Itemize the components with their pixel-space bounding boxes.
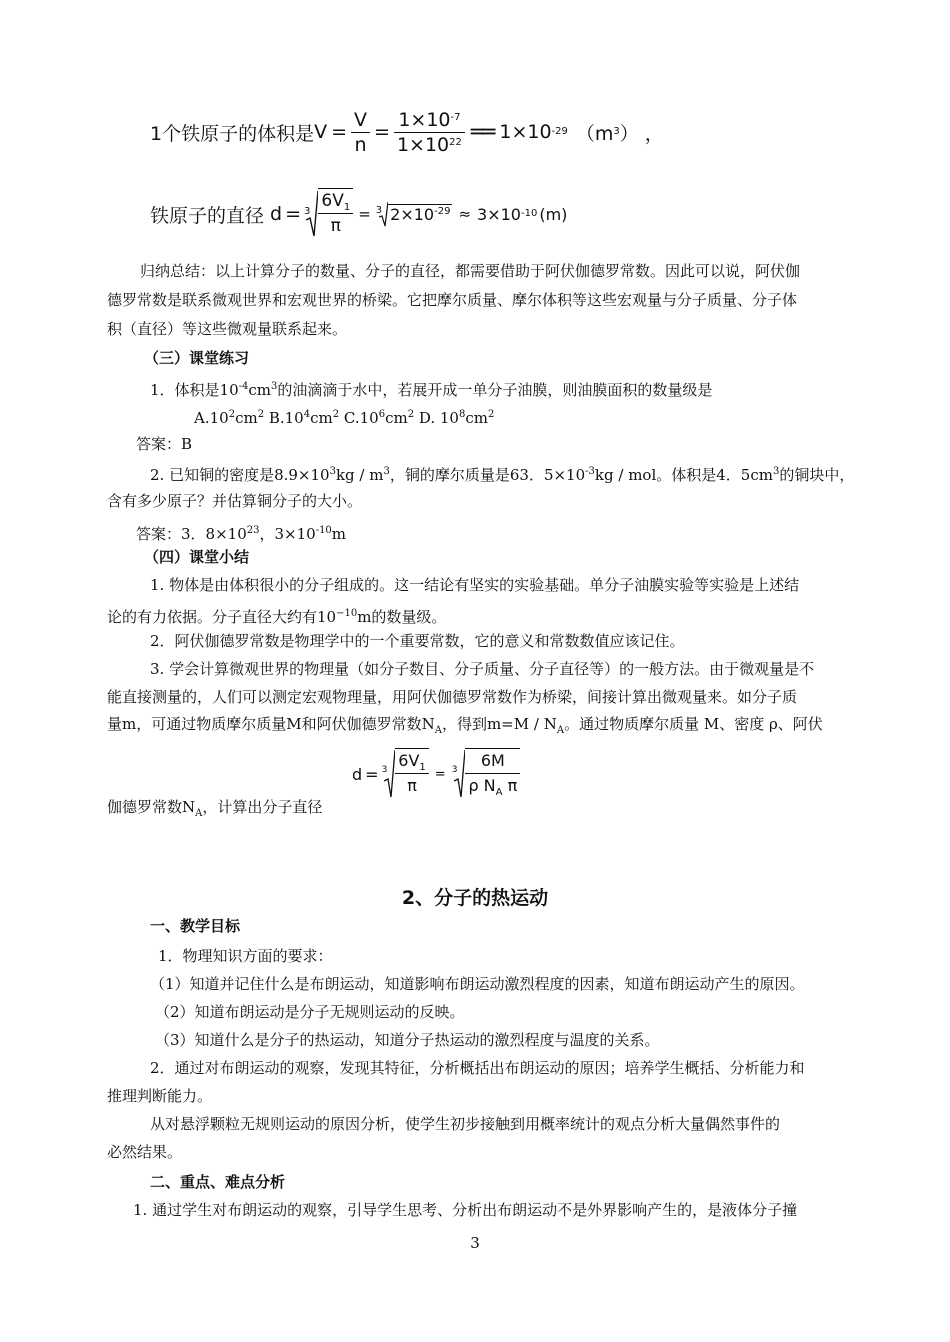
- sum3-line3a: 量m，可通过物质摩尔质量M和阿伏伽德罗常数N: [107, 715, 435, 733]
- chapter-title: 2、分子的热运动: [401, 887, 549, 909]
- summary-3-line-3: [107, 713, 823, 735]
- formula1-fraction-values: [394, 108, 465, 157]
- question-1-options: [194, 407, 494, 429]
- q1-opt-b-unit: cm: [310, 409, 333, 427]
- q1-b-exp: 3: [271, 381, 278, 392]
- formula2-eq2: =: [358, 205, 371, 223]
- goals-p4: （3）知道什么是分子的热运动，知道分子热运动的激烈程度与温度的关系。: [155, 1031, 660, 1049]
- q1-opt-d-exp: 8: [458, 409, 466, 420]
- q1-opt-a-unit-exp: 2: [257, 409, 265, 420]
- goals-p3: （2）知道布朗运动是分子无规则运动的反映。: [155, 1003, 465, 1021]
- question-2-answer: [136, 523, 346, 545]
- q1-opt-b-unit-exp: 2: [332, 409, 340, 420]
- q1-opt-a-exp: 2: [228, 409, 236, 420]
- q2-text-c: ，铜的摩尔质量是63．5×10: [389, 466, 586, 484]
- formula1-tail: ，: [644, 122, 664, 145]
- formula3-den2-sub: A: [495, 787, 503, 798]
- q1-opt-c: C.10: [343, 409, 379, 427]
- formula1-frac2-num: 1×10: [398, 108, 451, 131]
- sum3-line3-sub: A: [434, 725, 442, 736]
- formula2-approx: ≈: [458, 205, 472, 223]
- radical-sign-icon: [379, 201, 388, 227]
- radical-sign-icon: [381, 749, 395, 799]
- q2-ans-b-exp: -10: [315, 525, 332, 536]
- page-number: 3: [470, 1234, 480, 1252]
- q1-opt-b: B.10: [268, 409, 304, 427]
- formula2-num-sub: 1: [343, 202, 351, 213]
- summary-3-line-1: 3. 学会计算微观世界的物理量（如分子数目、分子质量、分子直径等）的一般方法。由于微观量是不: [150, 660, 815, 678]
- sum3-line3c: 。通过物质摩尔质量 M、密度 ρ、阿伏: [564, 715, 823, 733]
- formula2-radicand-exp: -29: [434, 206, 451, 217]
- q1-opt-d-unit: cm: [465, 409, 488, 427]
- q1-a-exp: -4: [238, 381, 249, 392]
- goals-p5-line-1: 2．通过对布朗运动的观察，发现其特征，分析概括出布朗运动的原因；培养学生概括、分析能力和: [150, 1059, 805, 1077]
- q1-opt-a-unit: cm: [235, 409, 258, 427]
- iron-atom-diameter-formula: 铁原子的直径 d = 3 $\frac{6V_1}{\pi}$ = 3 $2\times 10^{-29}$ ≈ 3×10 -10 (m): [150, 188, 567, 240]
- molecule-diameter-formula: [352, 744, 520, 804]
- q2-d-exp: 3: [772, 466, 780, 477]
- formula3-d: d: [352, 764, 363, 784]
- q2-ans-c: m: [331, 525, 347, 543]
- formula3-cube-root-1: [382, 749, 429, 799]
- formula2-radicand: 2×10: [390, 205, 435, 224]
- goals-p5-line-2: 推理判断能力。: [107, 1087, 213, 1105]
- sum3-line4b: ，计算出分子直径: [202, 798, 323, 816]
- sum3-line3-sub2: A: [556, 725, 565, 736]
- q1-opt-d: D. 10: [418, 409, 459, 427]
- summary-3-line-4: [107, 796, 322, 818]
- formula3-eq: =: [365, 764, 379, 784]
- q1-text-c: 的油滴滴于水中，若展开成一单分子油膜，则油膜面积的数量级是: [277, 381, 713, 399]
- formula2-cube-root-2: [376, 201, 453, 227]
- formula3-den: π: [407, 776, 417, 795]
- goals-p6-line-2: 必然结果。: [107, 1143, 183, 1161]
- formula1-v: V: [314, 121, 328, 143]
- q2-text-d: kg / mol。体积是4．5cm: [594, 466, 773, 484]
- keypoints-heading: 二、重点、难点分析: [150, 1173, 286, 1191]
- formula1-frac2-den: 1×10: [396, 133, 450, 156]
- formula1-eq: =: [331, 121, 348, 143]
- formula2-eq: =: [285, 203, 301, 225]
- formula3-cube-root-2: [452, 749, 521, 799]
- summary-2: 2．阿伏伽德罗常数是物理学中的一个重要常数，它的意义和常数数值应该记住。: [150, 632, 685, 650]
- q2-b-exp: 3: [383, 466, 390, 477]
- formula1-frac2-num-exp: -7: [450, 111, 461, 123]
- q1-opt-d-unit-exp: 2: [487, 409, 495, 420]
- formula1-eq2: =: [374, 121, 390, 143]
- sum3-line4a: 伽德罗常数N: [107, 798, 196, 816]
- formula3-root2-index: 3: [451, 765, 458, 775]
- question-2-line-1: [150, 464, 854, 486]
- q1-opt-c-unit-exp: 2: [407, 409, 415, 420]
- formula2-d: d: [270, 203, 283, 225]
- formula3-root-index: 3: [381, 765, 388, 775]
- question-1: [150, 379, 712, 401]
- sum1-line2-exp: −10: [336, 608, 358, 619]
- q2-c-exp: -3: [585, 466, 595, 477]
- formula1-unit-close: ）: [619, 122, 639, 145]
- q2-text-e: 的铜块中，: [779, 466, 855, 484]
- formula2-cube-root-1: [304, 190, 353, 238]
- formula3-den2a: ρ N: [468, 776, 496, 795]
- sum3-line3b: ，得到m=M / N: [441, 715, 557, 733]
- keypoints-p1: 1. 通过学生对布朗运动的观察，引导学生思考、分析出布朗运动不是外界影响产生的，是液体分子撞: [133, 1201, 798, 1219]
- q2-text-a: 2. 已知铜的密度是8.9×10: [150, 466, 330, 484]
- formula2-den: π: [330, 216, 341, 236]
- formula2-result: 3×10: [477, 204, 521, 224]
- formula3-num-sub: 1: [419, 762, 426, 773]
- formula1-frac2-den-exp: 22: [449, 136, 462, 148]
- q2-ans-a: 答案：3．8×10: [136, 525, 247, 543]
- q2-text-b: kg / m: [335, 466, 384, 484]
- q1-text-a: 1．体积是10: [150, 381, 239, 399]
- summary-3-line-2: 能直接测量的，人们可以测定宏观物理量，用阿伏伽德罗常数作为桥梁，间接计算出微观量来。如分子质: [107, 688, 798, 706]
- sum1-line2a: 论的有力依据。分子直径大约有10: [107, 608, 337, 626]
- summary-line-2: 德罗常数是联系微观世界和宏观世界的桥梁。它把摩尔质量、摩尔体积等这些宏观量与分子质量、分子体: [107, 291, 798, 309]
- sum3-line4-sub: A: [195, 808, 203, 819]
- q1-opt-b-exp: 4: [303, 409, 311, 420]
- q2-ans-a-exp: 23: [246, 525, 260, 536]
- q1-opt-c-unit: cm: [385, 409, 408, 427]
- question-1-answer: 答案：B: [136, 435, 193, 453]
- summary-line-3: 积（直径）等这些微观量联系起来。: [107, 320, 348, 338]
- formula1-unit-open: （m: [575, 122, 614, 145]
- question-2-line-2: 含有多少原子？并估算铜分子的大小。: [107, 492, 363, 510]
- formula3-num: 6V: [398, 751, 420, 770]
- goals-p6-line-1: 从对悬浮颗粒无规则运动的原因分析，使学生初步接触到用概率统计的观点分析大量偶然事件的: [150, 1115, 781, 1133]
- q2-a-exp: 3: [329, 466, 336, 477]
- summary-1-line-2: [107, 606, 446, 628]
- goals-p2: （1）知道并记住什么是布朗运动，知道影响布朗运动激烈程度的因素，知道布朗运动产生的原因。: [150, 975, 805, 993]
- formula2-num: 6V: [321, 191, 344, 211]
- section-3-heading: （三）课堂练习: [144, 349, 250, 367]
- q1-text-b: cm: [248, 381, 272, 399]
- sum1-line2b: m的数量级。: [357, 608, 447, 626]
- formula1-fraction-v-over-n: [351, 108, 370, 157]
- formula1-frac1-num: V: [351, 108, 370, 133]
- iron-atom-volume-formula: 1个铁原子的体积是 V = $\frac{V}{n}$ = $\frac{1\times 10^{-7}}{1\times 10^{22}}$ ══ 1×10 -29 （m 3 ） ，: [150, 108, 664, 156]
- summary-1-line-1: 1. 物体是由体积很小的分子组成的。这一结论有坚实的实验基础。单分子油膜实验等实验是上述结: [150, 576, 800, 594]
- formula2-root-index: 3: [304, 205, 311, 217]
- formula2-root2-index: 3: [375, 204, 383, 216]
- formula2-unit: (m): [539, 204, 568, 224]
- radical-sign-icon: [451, 749, 465, 799]
- formula3-eq2: =: [434, 766, 446, 782]
- q2-ans-b: ，3×10: [259, 525, 316, 543]
- formula1-lead: 1个铁原子的体积是: [150, 122, 315, 145]
- section-4-heading: （四）课堂小结: [144, 548, 250, 566]
- goals-heading: 一、教学目标: [150, 917, 241, 935]
- radical-sign-icon: [306, 190, 318, 238]
- formula3-den2b: π: [507, 776, 518, 795]
- summary-line-1: 归纳总结：以上计算分子的数量、分子的直径，都需要借助于阿伏伽德罗常数。因此可以说，阿伏伽: [140, 262, 801, 280]
- formula1-result: 1×10: [499, 121, 552, 143]
- goals-p1: 1．物理知识方面的要求：: [158, 947, 333, 965]
- formula3-num2: 6M: [465, 749, 520, 774]
- formula2-lead: 铁原子的直径: [150, 204, 265, 227]
- formula1-eq3: ══: [470, 119, 494, 145]
- q1-opt-c-exp: 6: [378, 409, 386, 420]
- formula1-frac1-den: n: [354, 133, 367, 156]
- q1-opt-a: A.10: [194, 409, 229, 427]
